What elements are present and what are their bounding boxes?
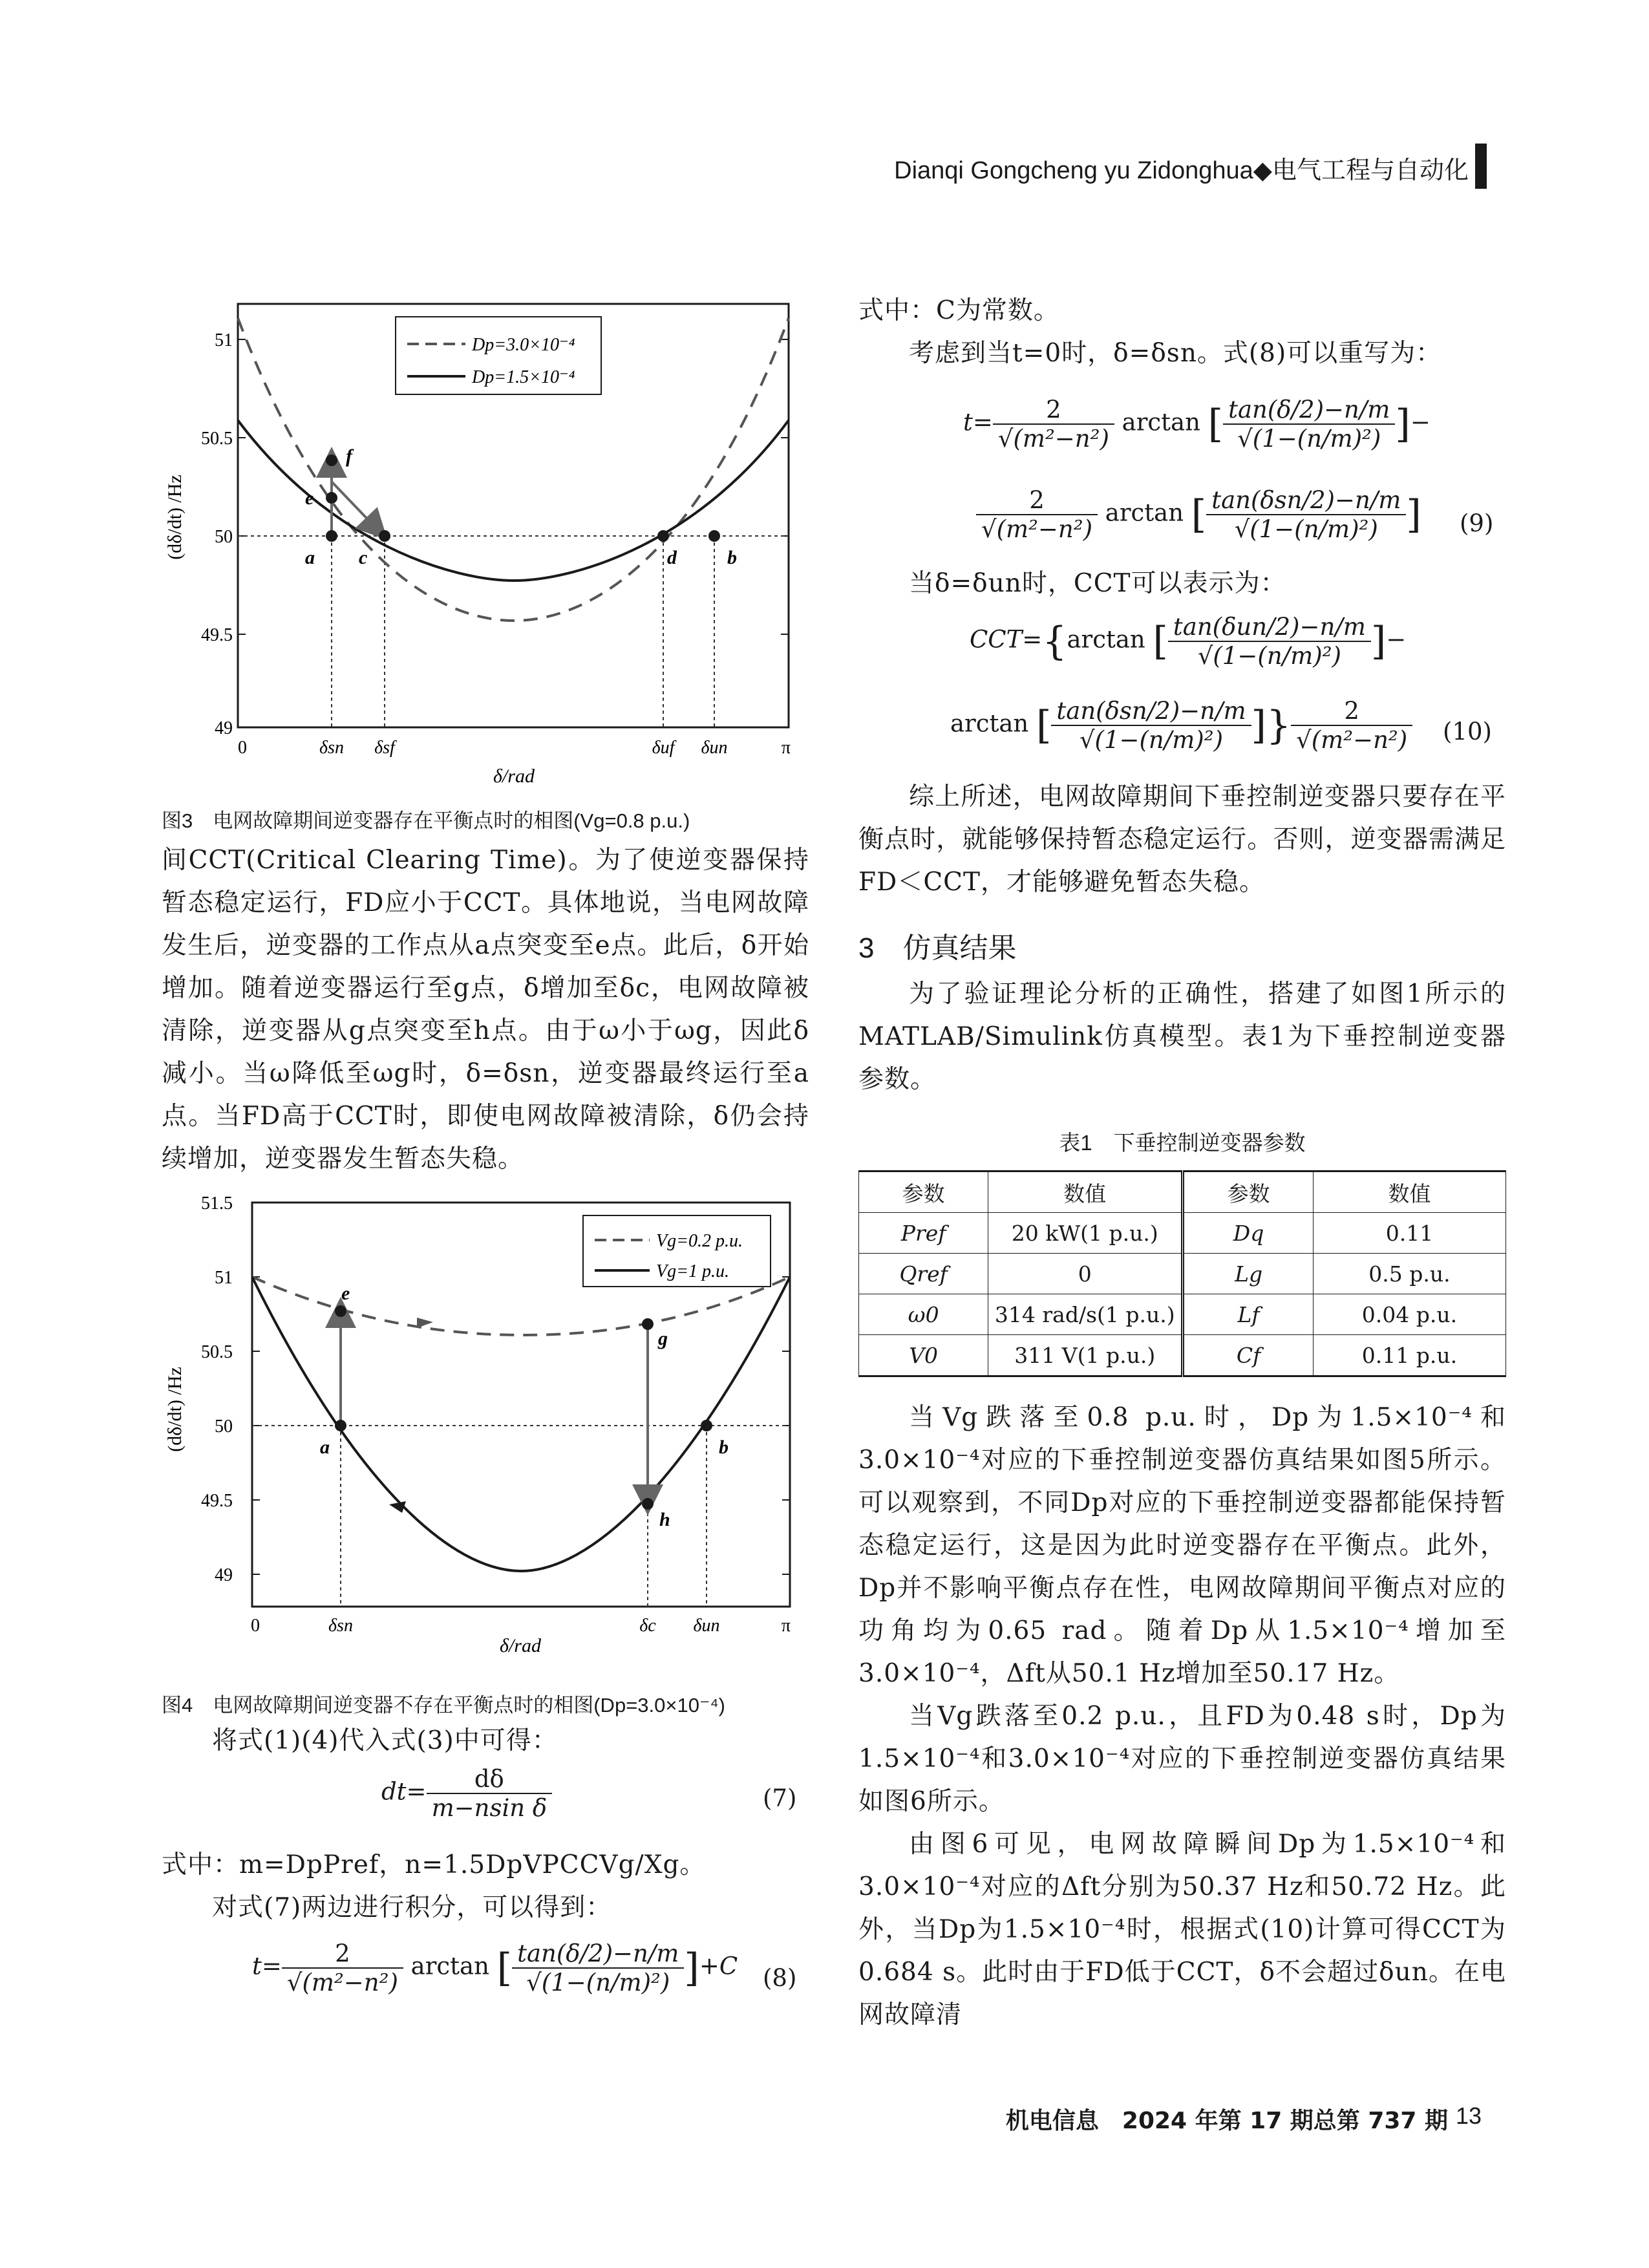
point-label: a — [320, 1437, 330, 1458]
y-tick-label: 50.5 — [201, 429, 233, 449]
table-row — [859, 1294, 1506, 1335]
x-tick-label: δsn — [319, 738, 344, 758]
point-g — [642, 1318, 654, 1330]
x-tick-label: δuf — [652, 738, 675, 758]
y-tick-label: 51 — [215, 330, 233, 350]
header-bar — [1475, 144, 1487, 189]
paragraph: 对式(7)两边进行积分，可以得到： — [212, 1893, 612, 1922]
y-tick-label: 49.5 — [201, 625, 233, 645]
legend — [396, 317, 601, 394]
right-paragraph-3 — [858, 562, 1506, 605]
table-1-title: 表1 下垂控制逆变器参数 — [1059, 1131, 1306, 1155]
table-cell: 311 V(1 p.u.) — [988, 1335, 1183, 1376]
point-label: a — [305, 547, 315, 568]
x-tick-label: δsn — [328, 1616, 353, 1636]
legend — [583, 1215, 771, 1287]
diamond-icon: ◆ — [1253, 157, 1272, 184]
point-label: h — [659, 1509, 670, 1530]
table-cell: Pref — [859, 1213, 988, 1254]
table-header: 参数 — [1183, 1171, 1314, 1213]
point-label: f — [346, 445, 352, 467]
y-axis-label: (dδ/dt) /Hz — [164, 475, 186, 560]
legend-entry: Vg=0.2 p.u. — [656, 1231, 743, 1251]
x-axis-label: δ/rad — [500, 1635, 541, 1656]
y-tick-label: 50.5 — [201, 1342, 233, 1362]
series-dp-1.5e-4 — [238, 420, 789, 581]
right-paragraph-4 — [858, 776, 1506, 904]
x-tick-label: δun — [701, 738, 728, 758]
paragraph: 由图6可见，电网故障瞬间Dp为1.5×10⁻⁴和3.0×10⁻⁴对应的Δft分别为50.37 Hz和50.72 Hz。此外，当Dp为1.5×10⁻⁴时，根据式(10)计算可得CCT为0.684 s。此时由于FD低于CCT，δ不会超过δun。在电网故障清 — [858, 1830, 1506, 2029]
paragraph: 考虑到当t=0时，δ=δsn。式(8)可以重写为： — [909, 339, 1442, 368]
table-header: 数值 — [1313, 1171, 1505, 1213]
journal-name-en: Dianqi Gongcheng yu Zidonghua — [894, 157, 1253, 184]
legend-entry: Dp=1.5×10⁻⁴ — [472, 367, 575, 387]
figure-4-caption: 图4 电网故障期间逆变器不存在平衡点时的相图(Dp=3.0×10⁻⁴) — [162, 1694, 725, 1717]
running-header — [867, 150, 1469, 186]
table-row — [859, 1335, 1506, 1376]
table-row — [859, 1254, 1506, 1294]
table-cell: 20 kW(1 p.u.) — [988, 1213, 1183, 1254]
table-header: 参数 — [859, 1171, 988, 1213]
table-row — [859, 1213, 1506, 1254]
y-axis-label: (dδ/dt) /Hz — [164, 1367, 186, 1452]
paragraph: 当Vg跌落至0.8 p.u.时，Dp为1.5×10⁻⁴和3.0×10⁻⁴对应的下垂控制逆变器仿真结果如图5所示。可以观察到，不同Dp对应的下垂控制逆变器都能保持暂态稳定运行，这是因为此时逆变器存在平衡点。此外，Dp并不影响平衡点存在性，电网故障期间平衡点对应的功角均为0.65 rad。随着Dp从1.5×10⁻⁴增加至3.0×10⁻⁴，Δft从50.1 Hz增加至50.17 Hz。 — [858, 1403, 1506, 1688]
table-cell: Lf — [1183, 1294, 1314, 1335]
legend-entry: Vg=1 p.u. — [656, 1261, 729, 1281]
paragraph: 综上所述，电网故障期间下垂控制逆变器只要存在平衡点时，就能够保持暂态稳定运行。否则，逆变器需满足FD＜CCT，才能够避免暂态失稳。 — [858, 782, 1506, 897]
table-cell: V0 — [859, 1335, 988, 1376]
figure-3-caption: 图3 电网故障期间逆变器存在平衡点时的相图(Vg=0.8 p.u.) — [162, 809, 690, 832]
point-a — [326, 530, 337, 542]
y-tick-label: 50 — [215, 527, 233, 547]
left-paragraph-3 — [162, 1844, 809, 1929]
x-tick-label: 0 — [238, 738, 247, 758]
equation-8: t= $\frac{2}{\text{√(m²−n²)}}$ arctan [ $\frac{\tan(\delta/2)-n/m}{\text{√(1−(n/m)²)}}$ ]+C — [252, 1940, 738, 1996]
figure-3 — [162, 284, 814, 795]
left-paragraph-2 — [162, 1720, 809, 1762]
table-cell: 314 rad/s(1 p.u.) — [988, 1294, 1183, 1335]
y-tick-label: 51 — [215, 1268, 233, 1288]
table-cell: Qref — [859, 1254, 988, 1294]
figure-4 — [162, 1190, 814, 1681]
table-header-row — [859, 1171, 1506, 1213]
equation-9-line-2: $\frac{2}{\text{√(m²−n²)}}$ arctan [ $\frac{\text{tan(δsn/2)−n/m}}{\text{√(1−(n/m)²)}}$ ] — [976, 486, 1421, 543]
equation-number: (9) — [1460, 509, 1494, 537]
point-f — [326, 455, 337, 466]
left-paragraph-1 — [162, 839, 809, 1181]
footer-text: 机电信息 2024 年第 17 期总第 737 期 — [1005, 2108, 1448, 2134]
table-cell: ω0 — [859, 1294, 988, 1335]
point-label: c — [359, 547, 368, 568]
equation-number: (8) — [763, 1964, 797, 1992]
paragraph: 当Vg跌落至0.2 p.u.，且FD为0.48 s时，Dp为1.5×10⁻⁴和3.0×10⁻⁴对应的下垂控制逆变器仿真结果如图6所示。 — [858, 1702, 1506, 1816]
y-tick-label: 49 — [215, 718, 233, 738]
table-1 — [858, 1170, 1506, 1377]
table-cell: 0.04 p.u. — [1313, 1294, 1505, 1335]
x-tick-label: π — [781, 738, 791, 758]
y-tick-label: 49.5 — [201, 1491, 233, 1511]
point-c — [379, 530, 390, 542]
point-d — [657, 530, 669, 542]
paragraph: 当δ=δun时，CCT可以表示为： — [909, 569, 1286, 598]
table-cell: 0 — [988, 1254, 1183, 1294]
equation-10-line-1: CCT={arctan [ $\frac{\text{tan(δun/2)−n/m}}{\text{√(1−(n/m)²)}}$ ]− — [970, 613, 1407, 670]
equation-number: (10) — [1443, 718, 1492, 745]
right-paragraph-1 — [858, 290, 1506, 375]
right-paragraph-6 — [858, 1396, 1506, 2037]
point-label: d — [667, 547, 677, 568]
paragraph: 间CCT(Critical Clearing Time)。为了使逆变器保持暂态稳定运行，FD应小于CCT。具体地说，当电网故障发生后，逆变器的工作点从a点突变至e点。此后，δ开始增加。随着逆变器运行至g点，δ增加至δc，电网故障被清除，逆变器从g点突变至h点。由于ω小于ωg，因此δ减小。当ω降低至ωg时，δ=δsn，逆变器最终运行至a点。当FD高于CCT时，即使电网故障被清除，δ仍会持续增加，逆变器发生暂态失稳。 — [162, 846, 809, 1173]
table-cell: Cf — [1183, 1335, 1314, 1376]
x-axis-label: δ/rad — [493, 765, 535, 787]
paragraph: 式中：m=DpPref，n=1.5DpVPCCVg/Xg。 — [162, 1850, 706, 1879]
table-cell: Lg — [1183, 1254, 1314, 1294]
paragraph: 将式(1)(4)代入式(3)中可得： — [212, 1726, 558, 1755]
legend-entry: Dp=3.0×10⁻⁴ — [472, 335, 575, 355]
section-heading: 3 仿真结果 — [858, 932, 1017, 964]
paragraph: 式中：C为常数。 — [858, 296, 1059, 325]
equation-7: dt= $\frac{d\delta}{\text{m−nsin δ}}$ — [381, 1765, 552, 1822]
y-tick-label: 50 — [215, 1417, 233, 1437]
equation-10-line-2: arctan [ $\frac{\text{tan(δsn/2)−n/m}}{\text{√(1−(n/m)²)}}$ ]} $\frac{2}{\text{√(m²−n²)}}$ — [950, 697, 1412, 754]
point-label: b — [727, 547, 737, 568]
x-tick-label: δun — [693, 1616, 720, 1636]
x-tick-label: δsf — [374, 738, 395, 758]
table-cell: 0.11 — [1313, 1213, 1505, 1254]
paragraph: 为了验证理论分析的正确性，搭建了如图1所示的MATLAB/Simulink仿真模型。表1为下垂控制逆变器参数。 — [858, 979, 1506, 1094]
journal-name-cn: 电气工程与自动化 — [1271, 157, 1469, 184]
page-number: 13 — [1456, 2102, 1482, 2129]
point-b — [708, 530, 720, 542]
x-tick-label: 0 — [251, 1616, 260, 1636]
point-a — [335, 1420, 346, 1431]
point-label: e — [305, 487, 314, 509]
table-cell: 0.5 p.u. — [1313, 1254, 1505, 1294]
point-e — [326, 492, 337, 504]
table-cell: 0.11 p.u. — [1313, 1335, 1505, 1376]
equation-9-line-1: t= $\frac{2}{\text{√(m²−n²)}}$ arctan [ $\frac{\tan(\delta/2)-n/m}{\text{√(1−(n/m)²)}}$ ]− — [963, 396, 1431, 453]
point-h — [642, 1498, 654, 1510]
point-b — [701, 1420, 712, 1431]
point-label: g — [658, 1328, 668, 1349]
right-paragraph-5 — [858, 973, 1506, 1101]
y-tick-label: 49 — [215, 1565, 233, 1585]
point-label: e — [341, 1283, 350, 1304]
equation-number: (7) — [763, 1784, 797, 1812]
table-header: 数值 — [988, 1171, 1183, 1213]
point-label: b — [719, 1437, 729, 1458]
x-tick-label: δc — [639, 1616, 656, 1636]
table-cell: Dq — [1183, 1213, 1314, 1254]
x-tick-label: π — [781, 1616, 791, 1636]
point-e — [335, 1305, 346, 1317]
y-tick-label: 51.5 — [201, 1193, 233, 1214]
